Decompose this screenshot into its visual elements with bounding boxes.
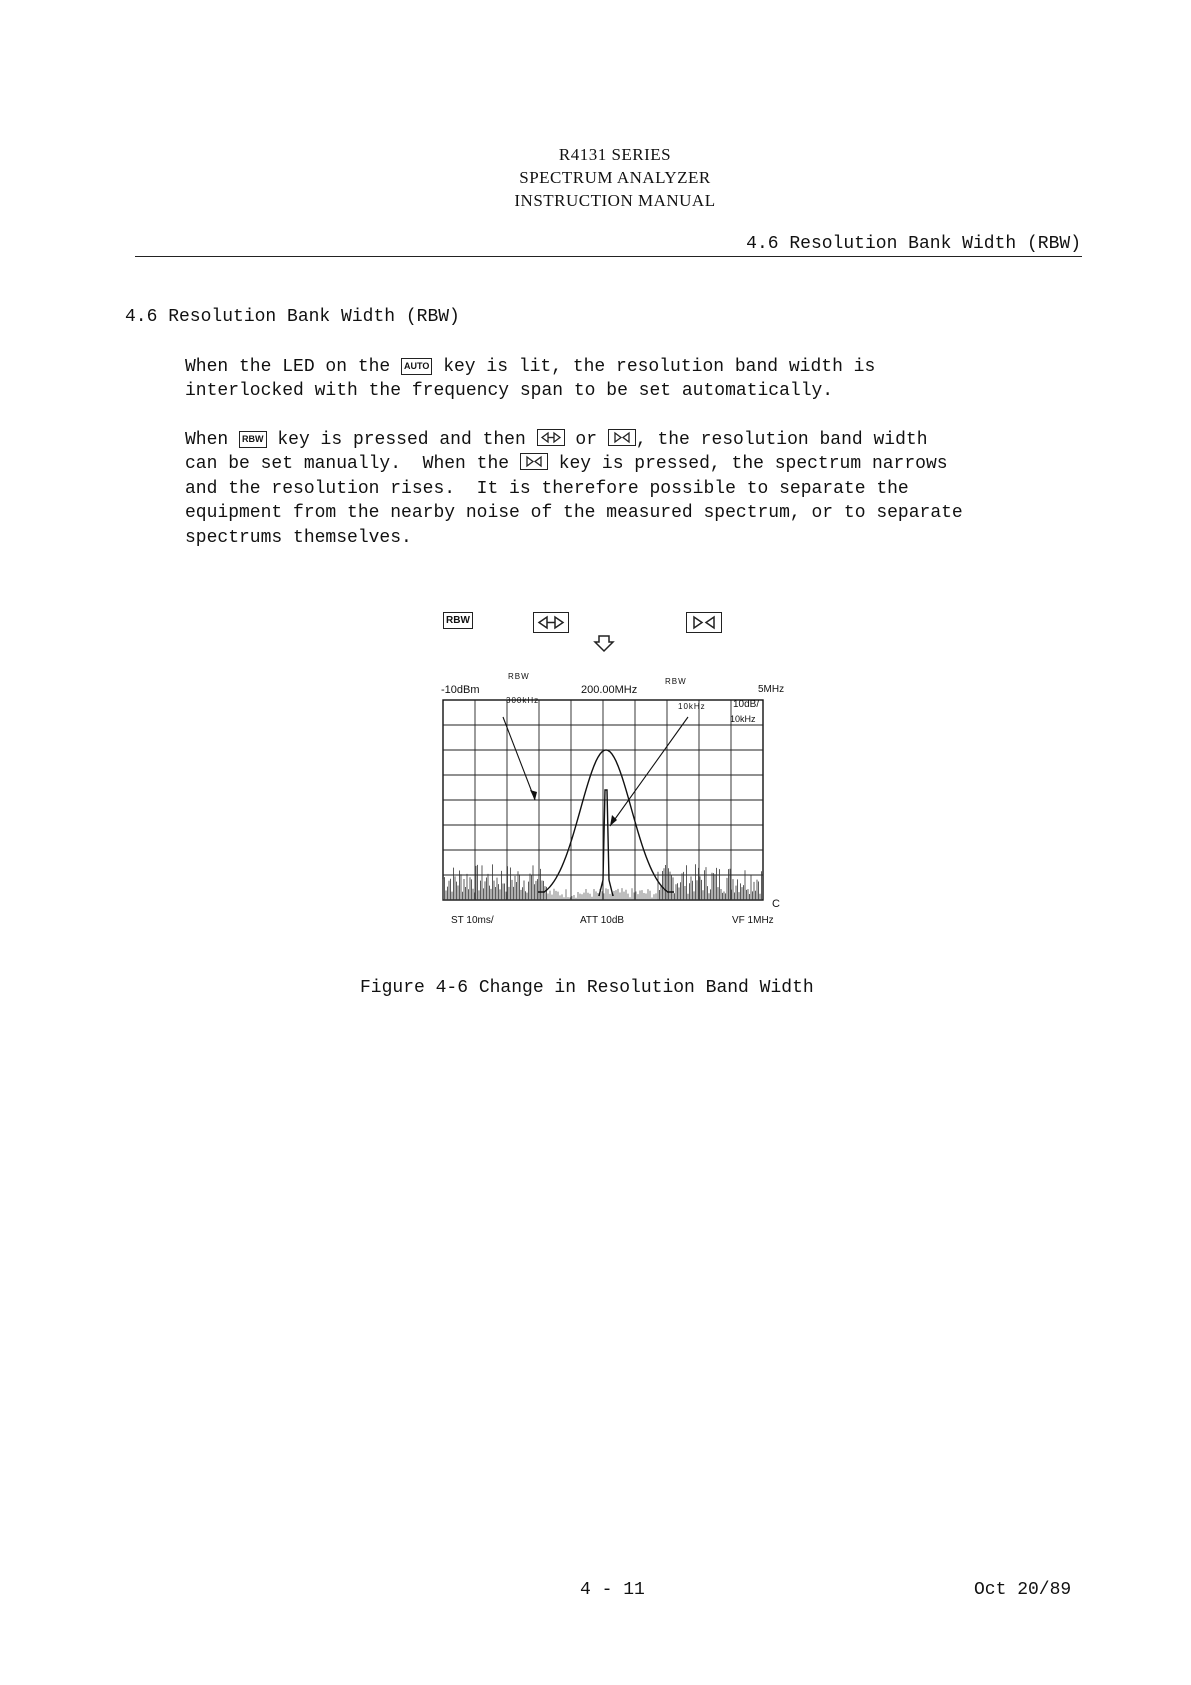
narrow-key-icon <box>608 429 636 446</box>
spectrum-display <box>440 672 800 937</box>
widen-key-icon <box>537 429 565 446</box>
para2-line5: spectrums themselves. <box>185 528 412 548</box>
scale-label: 10dB/ <box>733 699 760 710</box>
rbw-left-label: RBW <box>508 672 530 681</box>
para1-text-b: key is lit, the resolution band width is <box>443 357 876 377</box>
header-series: R4131 SERIES <box>558 145 672 164</box>
figure-caption: Figure 4-6 Change in Resolution Band Width <box>360 978 814 998</box>
header-section-ref: 4.6 Resolution Bank Width (RBW) <box>746 234 1081 254</box>
attenuation-label: ATT 10dB <box>580 915 625 926</box>
para2-text-e: can be set manually. When the <box>185 454 510 474</box>
wide-rbw-trace <box>538 750 674 892</box>
auto-key: AUTO <box>401 358 432 375</box>
narrow-rbw-trace <box>599 790 613 896</box>
rbw-readout: 10kHz <box>730 714 756 724</box>
rbw-key: RBW <box>239 431 267 448</box>
c-marker: C <box>772 898 780 910</box>
para2-line3: and the resolution rises. It is therefore possible to separate the <box>185 479 909 499</box>
para2-line2 <box>185 452 948 477</box>
header-rule <box>135 256 1082 257</box>
video-filter-label: VF 1MHz <box>732 915 774 926</box>
header-product: SPECTRUM ANALYZER <box>519 168 711 187</box>
figure-narrow-key-icon <box>686 612 722 633</box>
para2-text-f: key is pressed, the spectrum narrows <box>558 454 948 474</box>
para2-text-b: key is pressed and then <box>277 430 526 450</box>
narrow-key-inline-icon <box>520 453 548 470</box>
para2-text-a: When <box>185 430 229 450</box>
ref-level-label: -10dBm <box>441 684 480 696</box>
footer-date: Oct 20/89 <box>974 1580 1072 1600</box>
para1-line1 <box>185 355 875 380</box>
para1-line2: interlocked with the frequency span to be set automatically. <box>185 381 834 401</box>
figure-rbw-key: RBW <box>443 612 473 629</box>
center-frequency: 200.00MHz <box>581 684 638 696</box>
rbw-left-value: 300kHz <box>506 696 540 705</box>
para2-text-c: or <box>575 430 598 450</box>
para2-line1 <box>185 428 928 453</box>
figure-widen-key-icon <box>533 612 569 633</box>
section-heading: 4.6 Resolution Bank Width (RBW) <box>125 307 460 327</box>
header-manual: INSTRUCTION MANUAL <box>514 191 716 210</box>
para2-line4: equipment from the nearby noise of the measured spectrum, or to separate <box>185 503 963 523</box>
annotation-arrows <box>503 717 688 826</box>
down-arrow-icon <box>592 634 616 654</box>
para1-text-a: When the LED on the <box>185 357 391 377</box>
rbw-right-label: RBW <box>665 677 687 686</box>
sweep-time-label: ST 10ms/ <box>451 915 494 926</box>
page-number: 4 - 11 <box>580 1580 645 1600</box>
span-label: 5MHz <box>758 684 785 695</box>
para2-text-d: , the resolution band width <box>635 430 928 450</box>
spectrum-plot <box>440 672 770 912</box>
rbw-right-value: 10kHz <box>678 702 706 711</box>
